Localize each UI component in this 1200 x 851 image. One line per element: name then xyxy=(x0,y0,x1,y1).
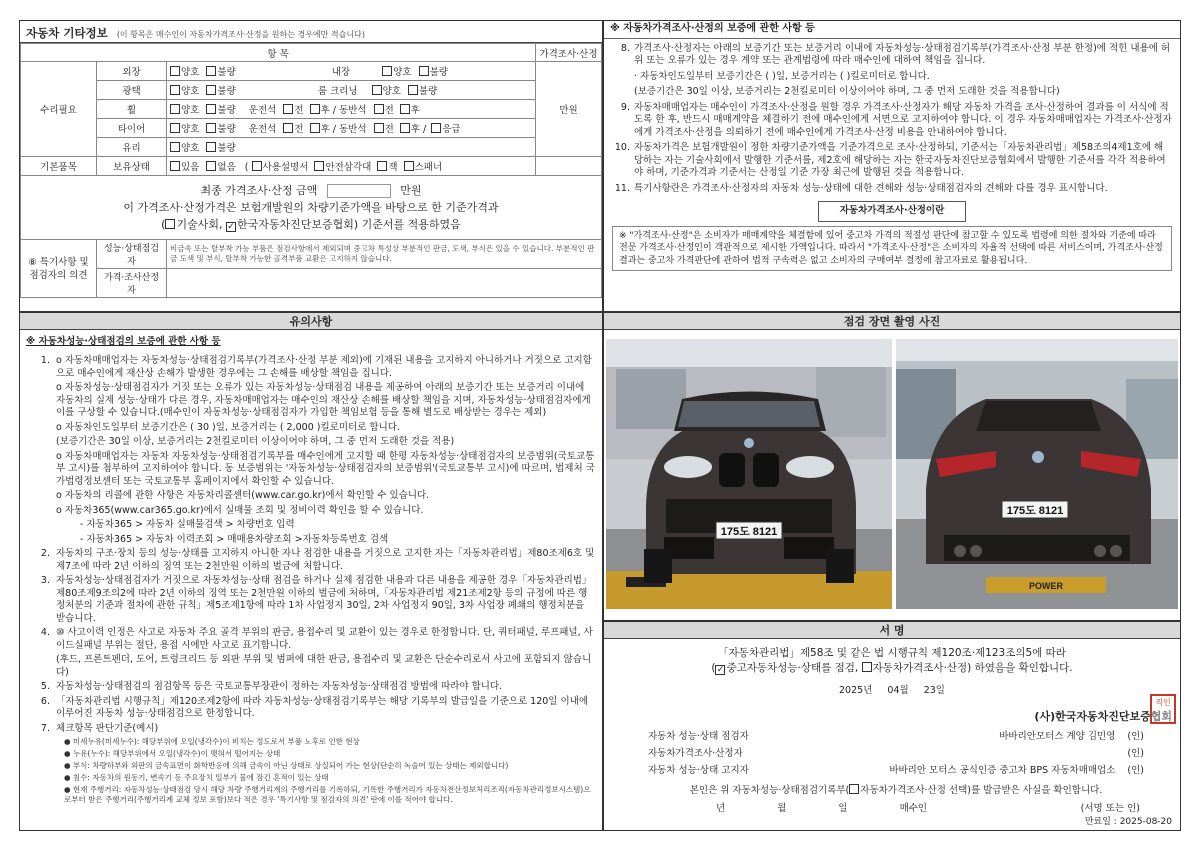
final-amount-unit: 만원 xyxy=(400,184,422,197)
signer-rows xyxy=(648,728,1144,779)
final-amount-row xyxy=(24,182,598,199)
notice-item xyxy=(26,519,596,532)
jack-label: 잭 xyxy=(388,162,398,173)
notice-item xyxy=(26,355,596,380)
signer-row xyxy=(648,745,1144,762)
row-glass-options xyxy=(167,138,536,157)
good-label: 양호 xyxy=(181,67,200,78)
glass-good-checkbox[interactable] xyxy=(170,142,180,152)
item-text: (보증기간은 30일 이상, 보증거리는 2천킬로미터 이상이어야 하며, 그 중 먼저 도래한 것을 적용) xyxy=(56,436,455,447)
criteria-item: ● 부식: 차량하부와 외판의 금속표면이 화학반응에 의해 금속이 아닌 상태로 상실되어 가는 현상(단순히 녹슬어 있는 상태는 제외합니다) xyxy=(64,761,509,770)
item-number: 8. xyxy=(620,42,630,54)
criteria-item: ● 현재 주행거리: 자동차성능·상태점검 당시 해당 차량 주행거리계의 주행거리를 기록하되, 기록한 주행거리가 자동차전산정보처리조직(자동차관리정보시스템)으로부터 받은 주행거리(주행거리계 교체 정보 포함)보다 적은 경우 '특기사항 및 점검자의 의견' 란에 이를 적어야 합니다. xyxy=(64,785,591,804)
criteria-item: ● 미세누유(미세누수): 해당부위에 오일(냉각수)이 비치는 정도로서 부품 노후로 인한 현상 xyxy=(64,737,360,746)
final-price-block xyxy=(21,176,602,240)
yes-label: 있음 xyxy=(181,162,200,173)
signer-role: 자동차 성능·상태 고지자 xyxy=(648,765,749,776)
basis-tail: 기준서를 적용하였음 xyxy=(361,218,461,231)
signature-header: 서 명 xyxy=(604,622,1180,639)
row-exterior-label: 외장 xyxy=(97,62,167,81)
signer-seal-mark: (인) xyxy=(1127,765,1144,776)
glass-bad-checkbox[interactable] xyxy=(206,142,216,152)
basis-line: 이 가격조사·산정가격은 보험개발원의 차량기준가액을 바탕으로 한 기준가격과 xyxy=(123,201,499,214)
price-inspector-label: 가격·조사산정자 xyxy=(97,269,167,298)
bad-label: 불량 xyxy=(217,143,236,154)
wheel-driver-front-checkbox[interactable] xyxy=(283,104,293,114)
item-text: 「자동차관리법 시행규칙」제120조제2항에 따라 자동차성능·상태점검기록부는 해당 기록부의 발급일을 기준으로 120일 이내에 이루어진 자동차 성능·상태점검으로 한정합니다. xyxy=(56,695,589,719)
notice-item xyxy=(26,382,596,420)
item-number xyxy=(26,490,50,503)
front-plate-text: 175도 8121 xyxy=(720,526,778,538)
gloss-good-checkbox[interactable] xyxy=(170,85,180,95)
signer-role: 자동차가격조사·산정자 xyxy=(648,748,743,759)
col-item-header: 항 목 xyxy=(21,44,536,62)
item-text: - 자동차365 > 자동차 이력조회 > 매매용차량조회 >자동차등록번호 검색 xyxy=(80,533,389,545)
vehicle-other-info-panel xyxy=(19,20,603,312)
item-text: o 자동차성능·상태점검자가 거짓 또는 오류가 있는 자동차성능·상태점검 내용을 제공하여 아래의 보증기간 또는 보증거리 이내에 자동차의 실제 성능·상태가 다른 경우, 자동차매매업자는 매수인의 재산상 손해를 배상할 책임을 지며, 자동차성능·상태점검자에게 이를 구상할 수 있습니다.(매수인이 자동차성능·상태점검자가 가입한 책임보험 등을 통해 별도로 배상받는 경우는 제외) xyxy=(56,382,591,418)
item-text: 자동차성능·상태점검자가 거짓으로 자동차성능·상태 점검을 하거나 실제 점검한 내용과 다른 내용을 제공한 경우「자동차관리법」제80조제9조의2에 따라 2년 이하의 징역 또는 2천만원 이하의 벌금에 처하며,「자동차관리법 제21조제2항 등의 규정에 따른 행정처분의 기준과 절차에 관한 규칙」제5조제1항에 따라 1차 사업정지 30일, 2차 사업정지 90일, 3차 사업장 폐쇄의 행정처분을 받습니다. xyxy=(56,575,592,624)
notice-item xyxy=(26,451,596,489)
signer-row xyxy=(648,762,1144,779)
item-text: 자동차성능·상태점검의 점검항목 등은 국토교통부장관이 정하는 자동차성능·상태점검 방법에 따라야 합니다. xyxy=(56,681,503,692)
passenger-label: 동반석 xyxy=(339,124,367,135)
item-text: · 자동차인도일부터 보증기간은 ( )일, 보증거리는 ( )킬로미터로 합니다. xyxy=(634,70,930,82)
possession-label: 보유상태 xyxy=(97,157,167,176)
signer-row xyxy=(648,728,1144,745)
statement-line1: 「자동차관리법」제58조 및 같은 법 시행규칙 제120조·제123조의5에 따라 xyxy=(718,647,1066,659)
item-number xyxy=(26,519,50,532)
row-wheel-options: 양호 불량 운전석 전 후 / 동반석 전 후 xyxy=(167,100,536,119)
rear-plate-text: 175도 8121 xyxy=(1006,505,1064,517)
driver-label: 운전석 xyxy=(248,105,277,116)
other-info-header xyxy=(20,21,602,43)
buyer-day-label: 일 xyxy=(838,803,848,814)
front-label: 전 xyxy=(294,105,304,116)
receipt-text-a: 본인은 위 자동차성능·상태점검기록부( xyxy=(689,785,850,796)
photos-header: 점검 장면 촬영 사진 xyxy=(604,313,1180,330)
bad-label: 불량 xyxy=(217,124,236,135)
signer-role: 자동차 성능·상태 점검자 xyxy=(648,731,749,742)
item-number: 5. xyxy=(40,681,50,692)
tire-good-checkbox[interactable] xyxy=(170,123,180,133)
item-number: 9. xyxy=(620,101,630,113)
exterior-bad-checkbox[interactable] xyxy=(206,66,216,76)
price-guarantee-title: ※ 자동차가격조사·산정의 보증에 관한 사항 등 xyxy=(604,21,1180,39)
wheel-passenger-rear-checkbox[interactable] xyxy=(400,104,410,114)
item-number xyxy=(26,382,50,420)
manual-checkbox[interactable] xyxy=(252,161,262,171)
signature-statement xyxy=(604,646,1180,676)
item-text: o 자동차인도일부터 보증기간은 ( 30 )일, 보증거리는 ( 2,000 )킬로미터로 합니다. xyxy=(56,421,400,433)
possession-options: 있음 없음 ( 사용설명서 안전삼각대 잭 스패너 xyxy=(167,157,536,176)
good-label: 양호 xyxy=(382,86,401,97)
triangle-label: 안전삼각대 xyxy=(325,162,372,173)
tire-emergency-checkbox[interactable] xyxy=(431,123,441,133)
good-label: 양호 xyxy=(181,124,200,135)
bad-label: 불량 xyxy=(217,67,236,78)
row-glass-label: 유리 xyxy=(97,138,167,157)
price-definition-text: ※ "가격조사·산정"은 소비자가 매매계약을 체결함에 있어 중고차 가격의 적절성 판단에 참고할 수 있도록 법령에 의한 절차와 기준에 따라 전문 가격조사·산정인이 객관적으로 제시한 가액입니다. 따라서 "가격조사·산정"은 소비자의 자율적 선택에 따른 서비스이며, 가격조사·산정 결과는 중고차 가격판단에 관하여 법적 구속력은 없고 소비자의 구매여부 결정에 참고자료로 활용됩니다. xyxy=(612,226,1172,272)
notice-item xyxy=(26,548,596,573)
row-tire-label: 타이어 xyxy=(97,119,167,138)
item-text: 자동차의 구조·장치 등의 성능·상태를 고지하지 아니한 자나 점검한 내용을 거짓으로 고지한 자는「자동차관리법」제80조제6호 및 제7조에 따라 2년 이하의 징역 또는 2천만원 이하의 벌금에 처합니다. xyxy=(56,548,595,572)
spanner-checkbox[interactable] xyxy=(404,161,414,171)
passenger-label: 동반석 xyxy=(339,105,367,116)
item-text: 체크항목 판단기준(예시) xyxy=(56,722,159,734)
possession-yes-checkbox[interactable] xyxy=(170,161,180,171)
lift-brand-text: POWER xyxy=(1028,581,1064,591)
item-text: o 자동차매매업자는 자동차 자동차성능·상태점검기록부를 매수인에게 고지할 때 한평 자동차성능·상태점검자의 보증범위(국토교통부 고시)를 첨부하여 고지하여야 합니다. 동 보증범위는 '자동차성능·상태점검자의 보증범위'(국토교통부 고시)에 따르며, 법제처 국가법령정보센터 또는 국토교통부 홈페이지에서 확인할 수 있습니다. xyxy=(56,450,595,487)
item-text: o 자동차의 리콜에 관한 사항은 자동차리콜센터(www.car.go.kr)에서 확인할 수 있습니다. xyxy=(56,490,430,501)
item-text: (후드, 프론트펜더, 도어, 트렁크리드 등 외판 부위 및 범퍼에 대한 판금, 용접수리 및 교환은 단순수리로서 사고에 포함되지 않습니다) xyxy=(56,654,592,678)
item-number xyxy=(26,654,50,679)
rear-label: 후 xyxy=(410,124,420,135)
good-label: 양호 xyxy=(181,105,200,116)
signer-name xyxy=(798,745,1127,762)
notice-item xyxy=(26,627,596,652)
notices-items xyxy=(26,355,596,735)
triangle-checkbox[interactable] xyxy=(314,161,324,171)
criteria-item: ● 누유(누수): 해당부위에서 오일(냉각수)이 맺혀서 떨어지는 상태 xyxy=(64,749,281,758)
notice-item xyxy=(26,436,596,449)
receipt-text-b: 자동차가격조사·산정 선택)를 발급받은 사실을 확인합니다. xyxy=(860,785,1103,796)
item-number: 3. xyxy=(40,575,50,586)
notices-header: 유의사항 xyxy=(20,313,602,330)
inspector-opinion: 비금속 또는 탈부착 가능 부품은 점검사항에서 제외되며 중고차 특성상 부분적인 판금, 도색, 부식은 있을 수 있습니다. 부분적인 판금 도색 및 부식, 탈부착 가능한 골격부품 교환은 고지하지 않습니다. xyxy=(167,240,602,269)
date-month: 04월 xyxy=(887,685,909,696)
buyer-label: 매수인 xyxy=(899,803,928,814)
notice-item xyxy=(26,505,596,518)
criteria-list xyxy=(64,737,596,805)
col-price-header: 가격조사·산정 xyxy=(536,44,602,62)
criteria-item: ● 침수: 자동차의 원동기, 변속기 등 주요장치 일부가 물에 잠긴 흔적이 있는 상태 xyxy=(64,773,329,782)
spanner-label: 스패너 xyxy=(414,162,443,173)
jack-checkbox[interactable] xyxy=(377,161,387,171)
price-survey-checkbox[interactable] xyxy=(862,662,872,672)
date-day: 23일 xyxy=(923,685,945,696)
front-label: 전 xyxy=(384,124,394,135)
bad-label: 불량 xyxy=(217,105,236,116)
statement-line2: (✓ 중고자동차성능·상태를 점검, 자동차가격조사·산정) 하였음을 확인합니다. xyxy=(711,662,1073,675)
row-tire-options: 양호 불량 운전석 전 후 / 동반석 전 후 / 응급 xyxy=(167,119,536,138)
seal-text: 직인 xyxy=(1155,698,1171,707)
wheel-passenger-front-checkbox[interactable] xyxy=(374,104,384,114)
item-number xyxy=(26,436,50,449)
wheel-bad-checkbox[interactable] xyxy=(206,104,216,114)
date-year: 2025년 xyxy=(839,685,873,696)
inspector-label: 성능·상태점검자 xyxy=(97,240,167,269)
rear-label: 후 xyxy=(320,124,330,135)
item-text: 가격조사·산정자는 아래의 보증기간 또는 보증거리 이내에 자동차성능·상태점검기록부(가격조사·산정 부분 한정)에 적힌 내용에 허위 또는 오류가 있는 경우 계약 또는 관계법령에 따라 매수인에 대하여 책임을 집니다. xyxy=(634,42,1171,66)
item-number xyxy=(26,422,50,435)
signer-seal-mark: (인) xyxy=(1127,748,1144,759)
final-amount-label: 최종 가격조사·산정 금액 xyxy=(200,184,318,197)
item-text: 자동차매매업자는 매수인이 가격조사·산정을 원할 경우 가격조사·산정자가 해당 자동차 가격을 조사·산정하여 결과를 이 서식에 적도록 한 후, 반드시 매매계약을 체결하기 전에 매수인에게 서면으로 고지하여야 합니다. 이 경우 자동차매매업자는 가격조사·산정자에게 가격조사·산정을 의뢰하기 전에 매수인에게 가격조사·산정 비용을 안내하여야 합니다. xyxy=(634,101,1172,138)
tire-bad-checkbox[interactable] xyxy=(206,123,216,133)
signer-name: 바바리안 모터스 공식인증 중고차 BPS 자동차매매업소 xyxy=(889,765,1116,776)
buyer-year-label: 년 xyxy=(716,803,726,814)
signer-seal-mark: (인) xyxy=(1127,731,1144,742)
rear-label: 후 xyxy=(320,105,330,116)
guarantee-item xyxy=(612,183,1172,196)
repair-label: 수리필요 xyxy=(21,62,97,157)
item-text: - 자동차365 > 자동차 실매물검색 > 차량번호 입력 xyxy=(80,519,295,530)
row-interior-label: 내장 xyxy=(331,67,351,78)
item-number: 4. xyxy=(40,627,50,638)
item-number xyxy=(612,71,630,84)
bad-label: 불량 xyxy=(429,67,448,78)
item-number: 2. xyxy=(40,548,50,559)
price-inspector-opinion xyxy=(167,269,602,298)
kadg-checkbox[interactable]: ✓ xyxy=(227,222,235,232)
org-label: (사)한국자동차진단보증협회 xyxy=(1034,710,1172,723)
exterior-good-checkbox[interactable] xyxy=(170,66,180,76)
section-note: (이 항목은 매수인이 자동차가격조사·산정을 원하는 경우에만 적습니다) xyxy=(116,30,365,39)
row-exterior-options xyxy=(167,62,536,81)
gloss-bad-checkbox[interactable] xyxy=(206,85,216,95)
tire-passenger-rear-checkbox[interactable] xyxy=(400,123,410,133)
emergency-label: 응급 xyxy=(442,124,461,135)
guarantee-item xyxy=(612,43,1172,68)
manual-label: 사용설명서 xyxy=(262,162,309,173)
statement-tail: 하였음을 확인합니다. xyxy=(974,662,1073,674)
notice-item xyxy=(26,681,596,694)
guarantee-item xyxy=(612,142,1172,180)
notice-item xyxy=(26,654,596,679)
notice-item xyxy=(26,490,596,503)
bad-label: 불량 xyxy=(419,86,438,97)
item-number: 10. xyxy=(614,142,630,153)
rear-photo xyxy=(896,339,1178,609)
front-photo xyxy=(606,339,892,609)
item-text: ⑩ 사고이력 인정은 사고로 자동차 주요 골격 부위의 판금, 용접수리 및 교환이 있는 경우로 한정합니다. 단, 쿼터패널, 루프패널, 사이드실패널 부위는 절단, 용접 시에만 사고로 표기합니다. xyxy=(56,627,593,651)
notices-panel xyxy=(19,312,603,831)
room-clean-good-checkbox[interactable] xyxy=(372,85,382,95)
row-wheel-label: 휠 xyxy=(97,100,167,119)
tire-driver-rear-checkbox[interactable] xyxy=(310,123,320,133)
item-number: 7. xyxy=(40,722,50,734)
item-number xyxy=(26,451,50,489)
notice-item xyxy=(26,422,596,435)
rear-label: 후 xyxy=(410,105,420,116)
photos-panel xyxy=(603,312,1181,621)
driver-label: 운전석 xyxy=(248,124,277,135)
price-guarantee-panel xyxy=(603,20,1181,312)
item-text: o 자동차365(www.car365.go.kr)에서 실매물 조회 및 정비이력 확인을 할 수 있습니다. xyxy=(56,504,424,516)
notices-title: ※ 자동차성능·상태점검의 보증에 관한 사항 등 xyxy=(26,336,221,347)
row-gloss-label: 광택 xyxy=(97,81,167,100)
notice-item xyxy=(26,534,596,547)
signer-name: 바바리안모터스 계양 김민영 xyxy=(999,731,1116,742)
tire-driver-front-checkbox[interactable] xyxy=(283,123,293,133)
final-amount-field[interactable] xyxy=(327,184,391,198)
row-room-clean-label: 룸 크리닝 xyxy=(317,86,358,97)
kadg-label: 한국자동차진단보증협회 xyxy=(236,218,354,231)
item-number: 1. xyxy=(40,355,50,366)
price-survey-receipt-checkbox[interactable] xyxy=(849,784,859,794)
wheel-driver-rear-checkbox[interactable] xyxy=(310,104,320,114)
guarantee-item xyxy=(612,102,1172,140)
basis-options-row: ( 기술사회, ✓ 한국자동차진단보증협회) 기준서를 적용하였음 xyxy=(161,218,461,232)
special-notes-label: ⑧ 특기사항 및 점검자의 의견 xyxy=(21,240,97,298)
row-gloss-options xyxy=(167,81,536,100)
opt1-label: 중고자동차성능·상태를 점검, xyxy=(726,662,859,674)
engineer-society-checkbox[interactable] xyxy=(165,219,175,229)
buyer-row xyxy=(716,800,1140,814)
basic-items-label: 기본품목 xyxy=(21,157,97,176)
item-text: (보증기간은 30일 이상, 보증거리는 2천킬로미터 이상이어야 하며, 그 중 먼저 도래한 것을 적용합니다) xyxy=(634,86,1060,97)
official-seal xyxy=(1150,694,1176,724)
buyer-month-label: 월 xyxy=(777,803,787,814)
interior-good-checkbox[interactable] xyxy=(382,66,392,76)
good-label: 양호 xyxy=(181,143,200,154)
price-guarantee-items xyxy=(612,43,1172,196)
notice-item xyxy=(26,696,596,721)
section-title: 자동차 기타정보 xyxy=(26,26,108,40)
no-label: 없음 xyxy=(217,162,236,173)
item-text: 자동차가격은 보험개발원이 정한 차량기준가액을 기준가격으로 조사·산정하되, 기준서는「자동차관리법」제58조의4제1호에 해당하는 자는 기술사회에서 발행한 기준서를, 제2호에 해당하는 자는 한국자동차진단보증협회에서 발행한 기준서를 각각 적용하여야 하며, 기준가격과 기준서는 산정일 기준 가장 최근에 발행된 것을 적용합니다. xyxy=(634,142,1166,178)
room-clean-bad-checkbox[interactable] xyxy=(408,85,418,95)
used-car-inspection-checkbox[interactable]: ✓ xyxy=(716,665,725,675)
buyer-sign-label: (서명 또는 인) xyxy=(1080,803,1140,814)
signature-date xyxy=(604,682,1180,696)
good-label: 양호 xyxy=(181,86,200,97)
item-number: 11. xyxy=(614,182,630,194)
guarantee-item xyxy=(612,71,1172,84)
wheel-good-checkbox[interactable] xyxy=(170,104,180,114)
front-label: 전 xyxy=(294,124,304,135)
signature-panel xyxy=(603,621,1181,831)
receipt-line xyxy=(620,782,1172,796)
good-label: 양호 xyxy=(393,67,412,78)
item-text: o 자동차매매업자는 자동차성능·상태점검기록부(가격조사·산정 부분 제외)에 기재된 내용을 고지하지 아니하거나 거짓으로 고지함으로 매수인에게 재산상 손해가 발생한 경우에는 그 손해를 배상할 책임을 집니다. xyxy=(56,355,592,379)
interior-bad-checkbox[interactable] xyxy=(419,66,429,76)
item-number xyxy=(26,505,50,518)
repair-table xyxy=(20,43,602,298)
possession-no-checkbox[interactable] xyxy=(206,161,216,171)
tire-passenger-front-checkbox[interactable] xyxy=(374,123,384,133)
expiry-date: 만료일 : 2025-08-20 xyxy=(1084,817,1172,827)
notice-item xyxy=(26,723,596,736)
front-label: 전 xyxy=(384,105,394,116)
price-definition-title: 자동차가격조사·산정이란 xyxy=(818,201,966,222)
item-number xyxy=(26,534,50,547)
item-number: 6. xyxy=(40,695,50,707)
price-unit: 만원 xyxy=(536,62,602,157)
notice-item xyxy=(26,575,596,625)
guarantee-item xyxy=(612,86,1172,99)
item-text: 특기사항란은 가격조사·산정자의 자동차 성능·상태에 대한 견해와 성능·상태점검자의 견해와 다를 경우 표시합니다. xyxy=(634,182,1108,194)
engineer-society-label: 기술사회, xyxy=(176,218,223,231)
opt2-label: 자동차가격조사·산정) xyxy=(872,662,972,674)
item-number xyxy=(612,86,630,99)
bad-label: 불량 xyxy=(217,86,236,97)
